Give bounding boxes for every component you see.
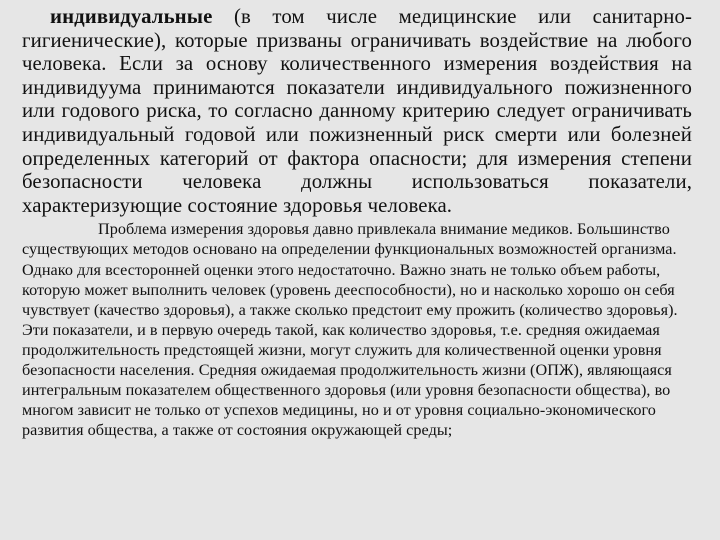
paragraph-health-measurement: Проблема измерения здоровья давно привлекала внимание медиков. Большинство существующих методов основано на определении функциональных возможностей организма. Однако для всесторонней оценки этого недостаточно. Важно знать не только объем работы, которую может выполнить человек (уровень дееспособности), но и насколько хорошо он себя чувствует (качество здоровья), а также сколько предстоит ему прожить (количество здоровья). Эти показатели, и в первую очередь такой, как количество здоровья, т.е. средняя ожидаемая продолжительность предстоящей жизни, могут служить для количественной оценки уровня безопасности населения. Средняя ожидаемая продолжительность жизни (ОПЖ), являющаяся интегральным показателем общественного здоровья (или уровня безопасности общества), во многом зависит не только от успехов медицины, но и от уровня социально-экономического развития общества, а также от состояния окружающей среды; (22, 220, 678, 440)
paragraph-1-text: (в том числе медицинские или санитарно-гигиенические), которые призваны ограничивать воздействие на любого человека. Если за основу количественного измерения воздействия на индивидуума принимаются показатели индивидуального пожизненного или годового риска, то согласно данному критерию следует ограничивать индивидуальный годовой или пожизненный риск смерти или болезней определенных категорий от фактора опасности; для измерения степени безопасности человека должны использоваться показатели, характеризующие состояние здоровья человека. (22, 5, 692, 217)
bold-term: индивидуальные (50, 5, 213, 28)
paragraph-individual-standards (22, 0, 692, 217)
